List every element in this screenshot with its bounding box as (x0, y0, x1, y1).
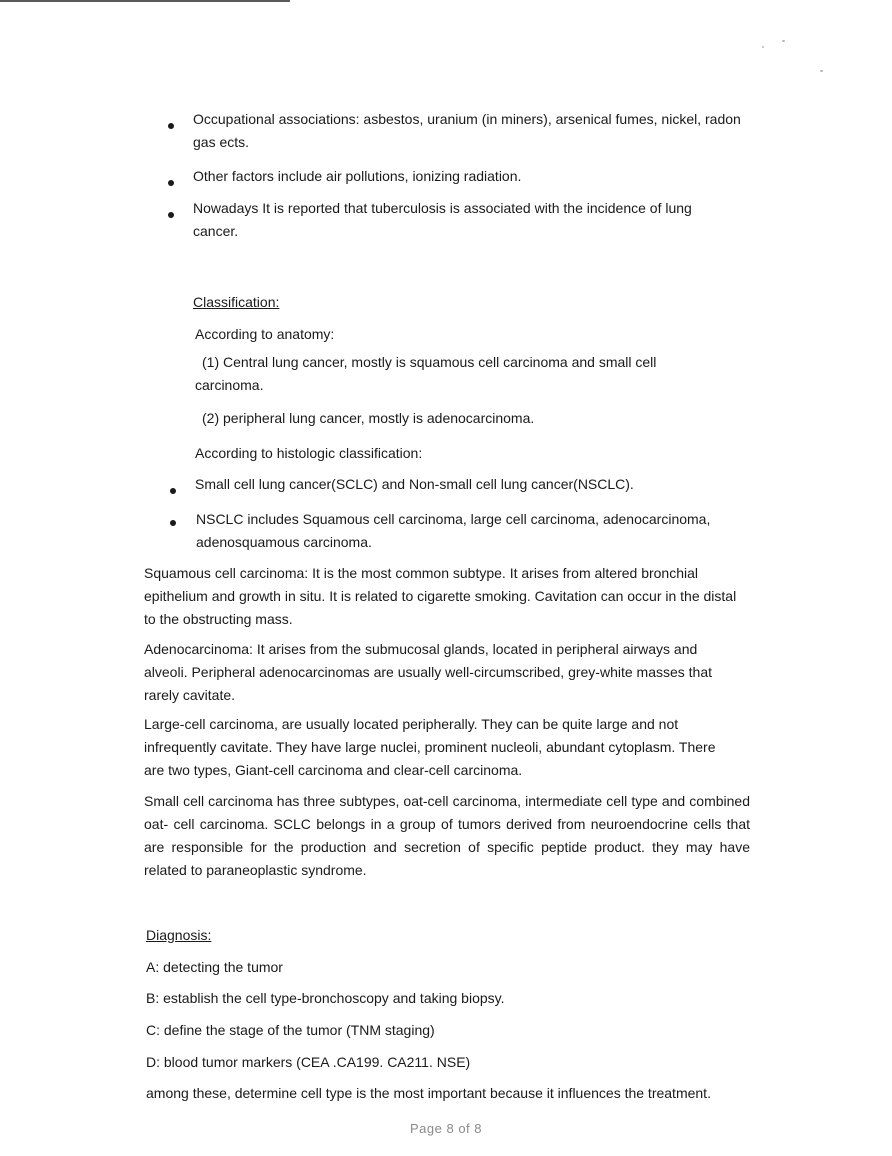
classification-heading: Classification: (193, 294, 280, 310)
bullet-icon (170, 520, 176, 526)
page-footer: Page 8 of 8 (410, 1121, 482, 1136)
diagnosis-step-b: B: establish the cell type-bronchoscopy and taking biopsy. (146, 990, 505, 1006)
small-cell-paragraph: Small cell carcinoma has three subtypes, oat-cell carcinoma, intermediate cell type and combined oat- cell carcinoma. SCLC belongs in a group of tumors derived from neuroendocrine cells that are responsible for the production and secretion of specific peptide product. they may have related to paraneoplastic syndrome. (144, 793, 750, 878)
histologic-intro: According to histologic classification: (195, 445, 423, 461)
large-cell-paragraph: Large-cell carcinoma, are usually located peripherally. They can be quite large and not infrequently cavitate. They have large nuclei, prominent nucleoli, abundant cytoplasm. There are two types, Giant-cell carcinoma and clear-cell carcinoma. (144, 716, 716, 778)
adenocarcinoma-paragraph: Adenocarcinoma: It arises from the submucosal glands, located in peripheral airways and alveoli. Peripheral adenocarcinomas are usually well-circumscribed, grey-white masses that rarely cavitate. (144, 641, 713, 703)
bullet-icon (168, 123, 174, 129)
diagnosis-conclusion: among these, determine cell type is the most important because it influences the treatment. (146, 1085, 711, 1101)
scan-speck (782, 40, 785, 42)
scan-speck (820, 70, 823, 72)
histologic-item-sclc: Small cell lung cancer(SCLC) and Non-small cell lung cancer(NSCLC). (195, 476, 634, 492)
bullet-icon (170, 488, 176, 494)
diagnosis-step-c: C: define the stage of the tumor (TNM staging) (146, 1022, 435, 1038)
peripheral-lung-cancer: (2) peripheral lung cancer, mostly is adenocarcinoma. (202, 410, 535, 426)
scan-edge-line (0, 0, 290, 2)
histologic-item-nsclc: NSCLC includes Squamous cell carcinoma, large cell carcinoma, adenocarcinoma, adenosquamous carcinoma. (196, 511, 711, 550)
risk-factor-occupational: Occupational associations: asbestos, uranium (in miners), arsenical fumes, nickel, radon gas ects. (193, 111, 741, 150)
risk-factor-other: Other factors include air pollutions, ionizing radiation. (193, 168, 522, 184)
central-lung-cancer: (1) Central lung cancer, mostly is squamous cell carcinoma and small cell carcinoma. (195, 354, 657, 393)
diagnosis-step-d: D: blood tumor markers (CEA .CA199. CA211. NSE) (146, 1054, 471, 1070)
bullet-icon (168, 180, 174, 186)
bullet-icon (168, 212, 174, 218)
anatomy-intro: According to anatomy: (195, 326, 335, 342)
risk-factor-tuberculosis: Nowadays It is reported that tuberculosis is associated with the incidence of lung cancer. (193, 200, 692, 239)
diagnosis-step-a: A: detecting the tumor (146, 959, 283, 975)
squamous-paragraph: Squamous cell carcinoma: It is the most common subtype. It arises from altered bronchial epithelium and growth in situ. It is related to cigarette smoking. Cavitation can occur in the distal to the obstructing mass. (144, 565, 737, 627)
scan-speck (762, 46, 764, 48)
diagnosis-heading: Diagnosis: (146, 927, 212, 943)
